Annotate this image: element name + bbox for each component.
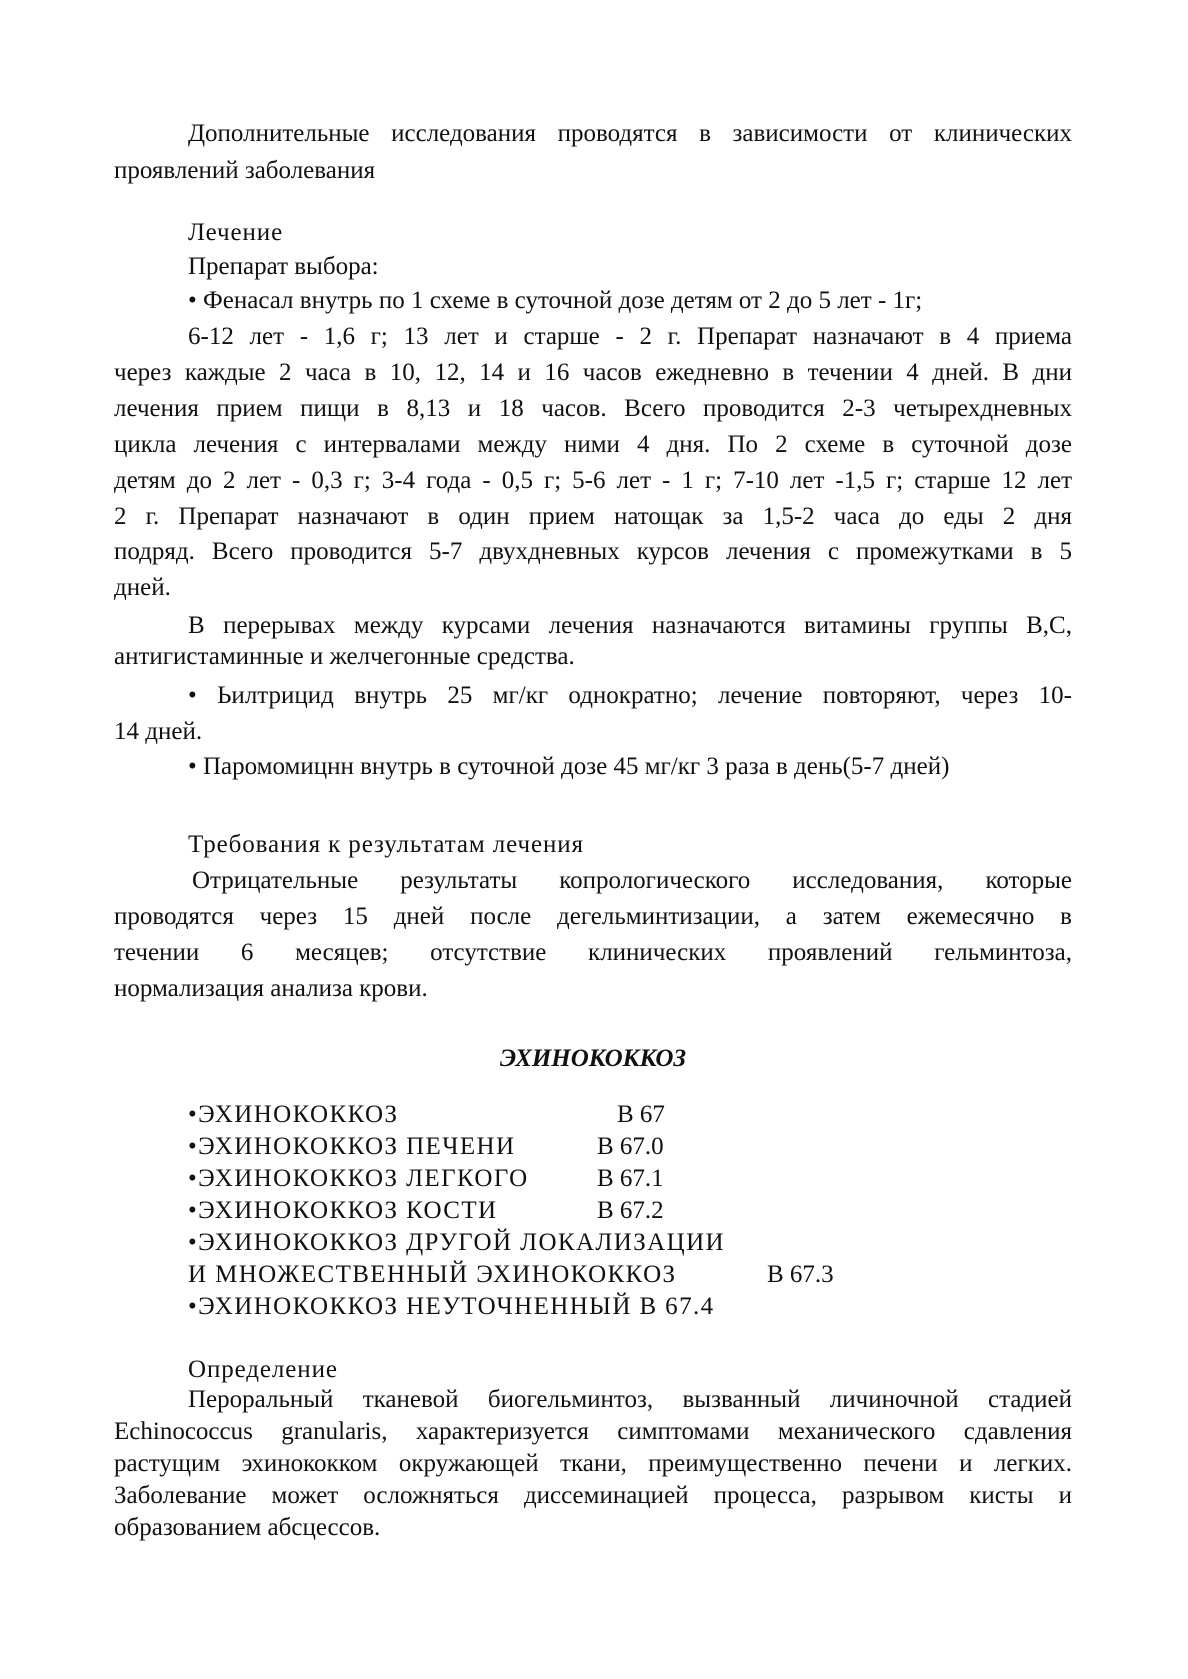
icd-item-name: И МНОЖЕСТВЕННЫЙ ЭХИНОКОККОЗ xyxy=(188,1261,677,1288)
paromomycin-line: • Паромомицнн внутрь в суточной дозе 45 мг/кг 3 раза в день(5-7 дней) xyxy=(188,753,950,780)
requirements-heading: Требования к результатам лечения xyxy=(188,831,584,858)
requirements-line-4: нормализация анализа крови. xyxy=(114,975,428,1002)
icd-item-code: В 67.0 xyxy=(597,1133,664,1160)
icd-item-name: •ЭХИНОКОККОЗ НЕУТОЧНЕННЫЙ В 67.4 xyxy=(188,1293,715,1320)
requirements-line-1: Отрицательные результаты копрологического исследования, которые xyxy=(192,867,1072,894)
definition-line-3: растущим эхинококком окружающей ткани, преимущественно печени и легких. xyxy=(114,1450,1072,1477)
fenasal-line-6: детям до 2 лет - 0,3 г; 3-4 года - 0,5 г; 5-6 лет - 1 г; 7-10 лет -1,5 г; старше 12 лет xyxy=(114,467,1072,494)
breaks-line-2: антигистаминные и желчегонные средства. xyxy=(114,643,575,670)
fenasal-line-9: дней. xyxy=(114,574,171,601)
definition-line-4: Заболевание может осложняться диссеминацией процесса, разрывом кисты и xyxy=(114,1482,1072,1509)
icd-item-name: •ЭХИНОКОККОЗ ПЕЧЕНИ xyxy=(188,1133,516,1160)
intro-line-1: Дополнительные исследования проводятся в зависимости от клинических xyxy=(188,120,1072,147)
icd-item-code: В 67 xyxy=(617,1101,665,1128)
icd-item-code: В 67.1 xyxy=(597,1165,664,1192)
requirements-line-2: проводятся через 15 дней после дегельминтизации, а затем ежемесячно в xyxy=(114,903,1072,930)
icd-item-name: •ЭХИНОКОККОЗ ЛЕГКОГО xyxy=(188,1165,529,1192)
icd-item-name: •ЭХИНОКОККОЗ КОСТИ xyxy=(188,1197,498,1224)
intro-line-2: проявлений заболевания xyxy=(114,157,376,184)
drug-choice-label: Препарат выбора: xyxy=(188,253,379,280)
icd-item-name: •ЭХИНОКОККОЗ ДРУГОЙ ЛОКАЛИЗАЦИИ xyxy=(188,1229,725,1256)
fenasal-line-1: • Фенасал внутрь по 1 схеме в суточной дозе детям от 2 до 5 лет - 1г; xyxy=(188,287,923,314)
fenasal-line-4: лечения прием пищи в 8,13 и 18 часов. Всего проводится 2-3 четырехдневных xyxy=(114,395,1072,422)
fenasal-line-5: цикла лечения с интервалами между ними 4 дня. По 2 схеме в суточной дозе xyxy=(114,431,1072,458)
fenasal-line-2: 6-12 лет - 1,6 г; 13 лет и старше - 2 г. Препарат назначают в 4 приема xyxy=(188,323,1072,350)
icd-item-name: •ЭХИНОКОККОЗ xyxy=(188,1101,399,1128)
definition-line-5: образованием абсцессов. xyxy=(114,1514,381,1541)
fenasal-line-8: подряд. Всего проводится 5-7 двухдневных курсов лечения с промежутками в 5 xyxy=(114,538,1072,565)
fenasal-line-7: 2 г. Препарат назначают в один прием натощак за 1,5-2 часа до еды 2 дня xyxy=(114,503,1072,530)
definition-heading: Определение xyxy=(188,1356,338,1383)
biltricid-line-2: 14 дней. xyxy=(114,718,203,745)
echinococcosis-title: ЭХИНОКОККОЗ xyxy=(499,1045,687,1072)
biltricid-line-1: • Ьилтрицид внутрь 25 мг/кг однократно; лечение повторяют, через 10- xyxy=(188,682,1072,709)
definition-line-1: Пероральный тканевой биогельминтоз, вызванный личиночной стадией xyxy=(188,1386,1072,1413)
icd-item-code: В 67.3 xyxy=(767,1261,834,1288)
icd-item-code: В 67.2 xyxy=(597,1197,664,1224)
fenasal-line-3: через каждые 2 часа в 10, 12, 14 и 16 часов ежедневно в течении 4 дней. В дни xyxy=(114,359,1072,386)
requirements-line-3: течении 6 месяцев; отсутствие клинических проявлений гельминтоза, xyxy=(114,939,1072,966)
breaks-line-1: В перерывах между курсами лечения назначаются витамины группы В,С, xyxy=(188,612,1072,639)
definition-line-2: Echinococcus granularis, характеризуется симптомами механического сдавления xyxy=(114,1418,1072,1445)
treatment-heading: Лечение xyxy=(188,219,284,246)
